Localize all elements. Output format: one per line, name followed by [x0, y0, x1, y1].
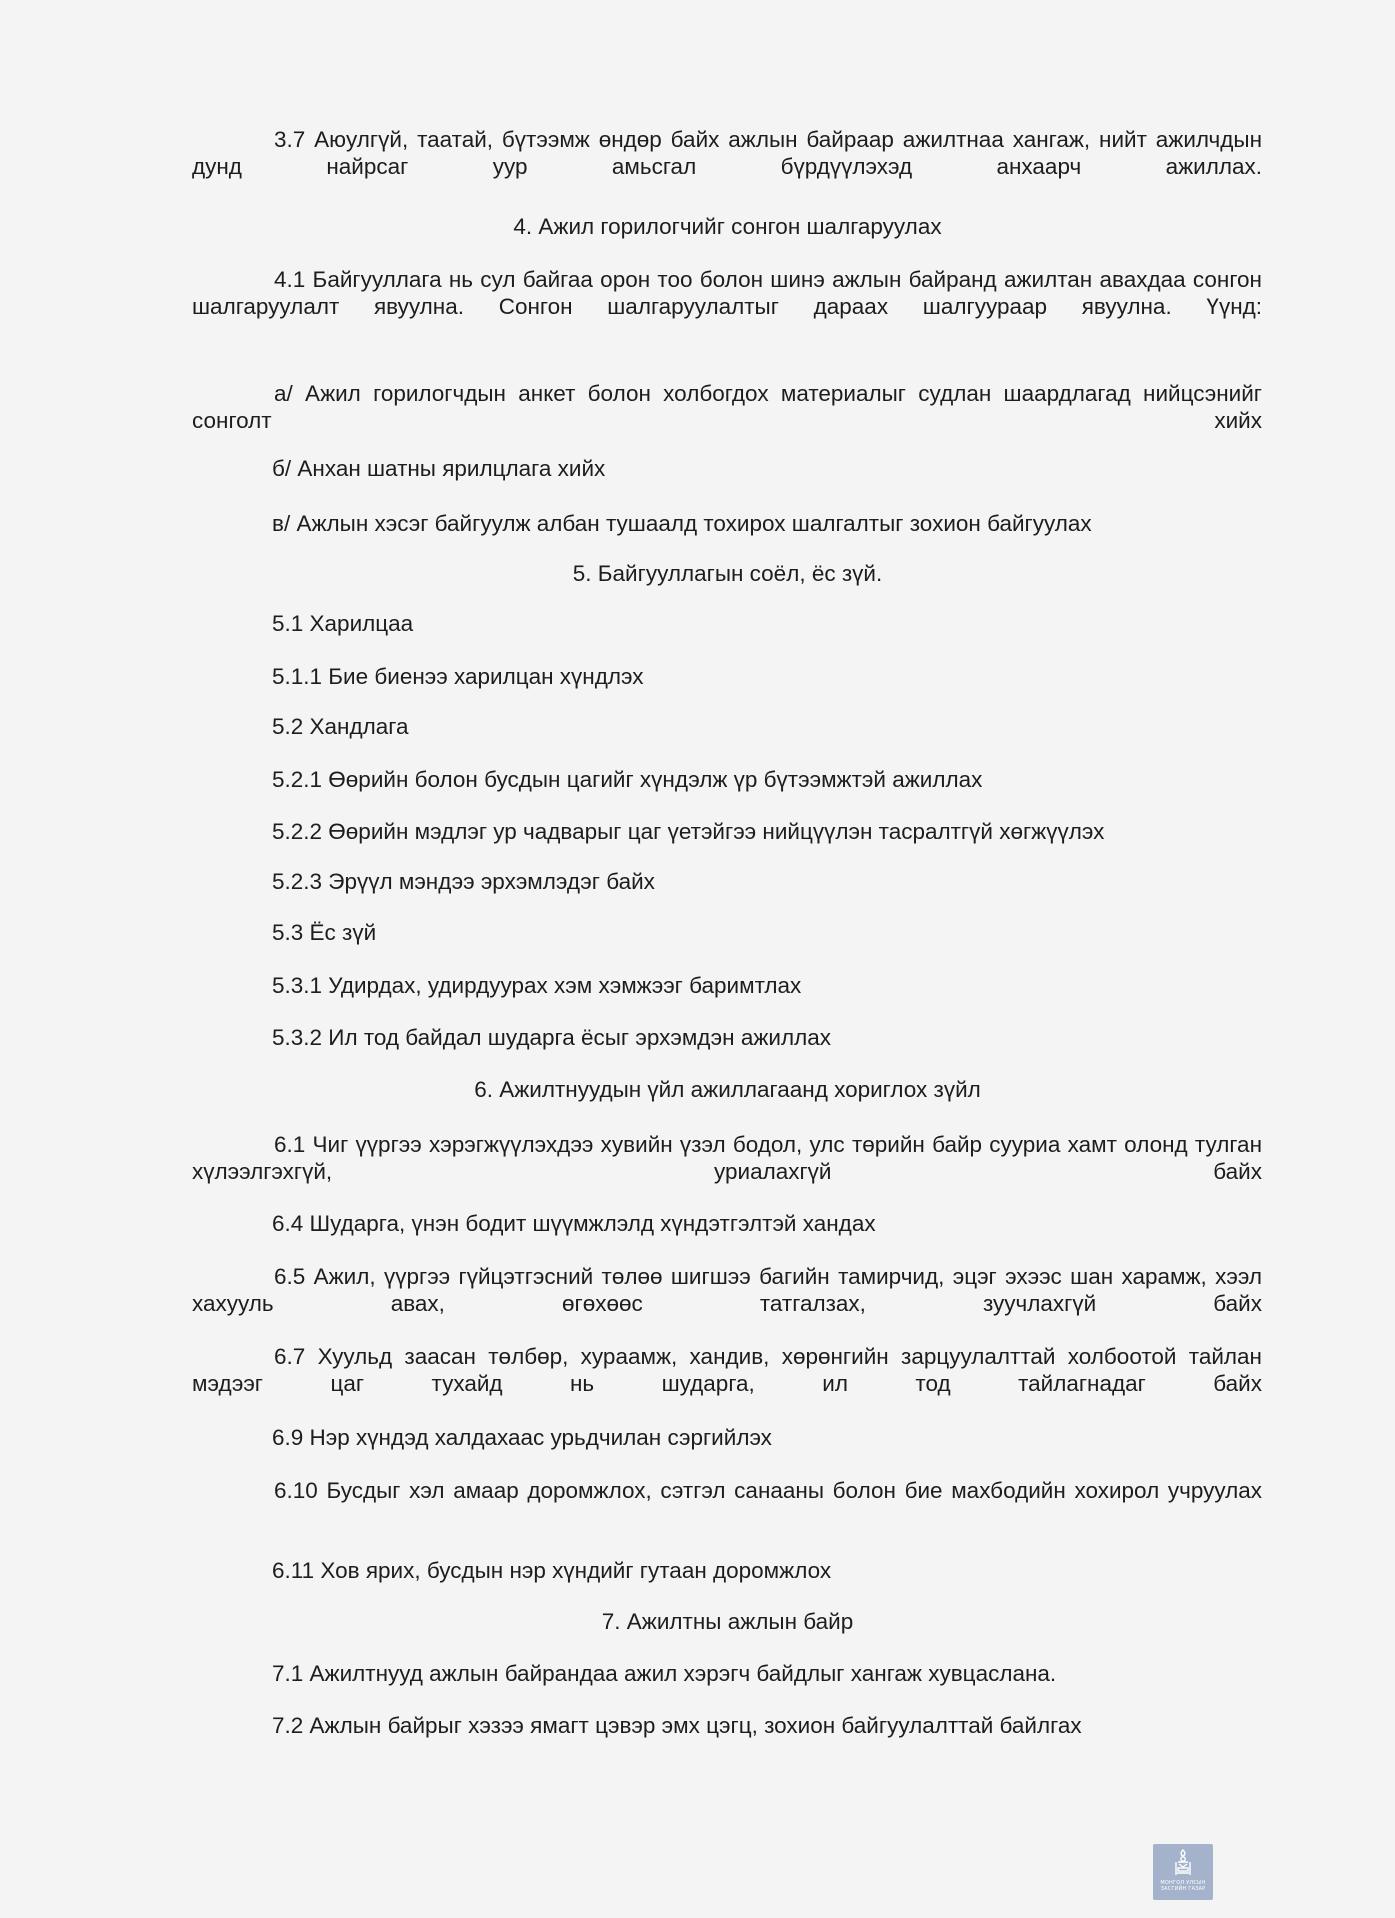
paragraph-6-9: 6.9 Нэр хүндэд халдахаас урьдчилан сэргийлэх: [272, 1425, 772, 1450]
paragraph-4-1-b: б/ Анхан шатны ярилцлага хийх: [272, 456, 606, 481]
section-heading-6: 6. Ажилтнуудын үйл ажиллагаанд хориглох зүйл: [474, 1077, 981, 1102]
paragraph-5-2-2: 5.2.2 Өөрийн мэдлэг ур чадварыг цаг үетэйгээ нийцүүлэн тасралтгүй хөгжүүлэх: [272, 819, 1105, 844]
paragraph-4-1-a: а/ Ажил горилогчдын анкет болон холбогдох материалыг судлан шаардлагад нийцсэнийг сонголт хийх: [192, 381, 1262, 433]
section-heading-7: 7. Ажилтны ажлын байр: [601, 1609, 854, 1634]
paragraph-6-5: 6.5 Ажил, үүргээ гүйцэтгэсний төлөө шигшээ багийн тамирчид, эцэг эхээс шан харамж, хээл хахууль авах, өгөхөөс татгалзах, зуучлахгүй байх: [192, 1264, 1262, 1316]
paragraph-5-2: 5.2 Хандлага: [272, 714, 409, 739]
paragraph-4-1: 4.1 Байгууллага нь сул байгаа орон тоо болон шинэ ажлын байранд ажилтан авахдаа сонгон шалгаруулалт явуулна. Сонгон шалгаруулалтыг дараах шалгуураар явуулна. Үүнд:: [192, 267, 1262, 319]
paragraph-6-7: 6.7 Хуульд заасан төлбөр, хураамж, хандив, хөрөнгийн зарцуулалттай холбоотой тайлан мэдээг цаг тухайд нь шударга, ил тод тайлагнадаг байх: [192, 1344, 1262, 1396]
section-heading-4: 4. Ажил горилогчийг сонгон шалгаруулах: [513, 214, 942, 239]
paragraph-5-3: 5.3 Ёс зүй: [272, 920, 377, 945]
paragraph-5-1-1: 5.1.1 Бие биенээ харилцан хүндлэх: [272, 664, 644, 689]
soyombo-emblem-icon: [1170, 1848, 1196, 1878]
paragraph-6-1: 6.1 Чиг үүргээ хэрэгжүүлэхдээ хувийн үзэл бодол, улс төрийн байр сууриа хамт олонд тулган хүлээлгэхгүй, уриалахгүй байх: [192, 1132, 1262, 1184]
section-heading-5: 5. Байгууллагын соёл, ёс зүй.: [572, 561, 883, 586]
paragraph-6-11: 6.11 Хов ярих, бусдын нэр хүндийг гутаан доромжлох: [272, 1558, 832, 1583]
paragraph-6-10: 6.10 Бусдыг хэл амаар доромжлох, сэтгэл санааны болон бие махбодийн хохирол учруулах: [274, 1478, 1262, 1503]
government-seal: [1153, 1844, 1213, 1900]
paragraph-6-4: 6.4 Шударга, үнэн бодит шүүмжлэлд хүндэтгэлтэй хандах: [272, 1211, 876, 1236]
paragraph-5-2-1: 5.2.1 Өөрийн болон бусдын цагийг хүндэлж үр бүтээмжтэй ажиллах: [272, 767, 983, 792]
paragraph-5-1: 5.1 Харилцаа: [272, 611, 414, 636]
paragraph-7-1: 7.1 Ажилтнууд ажлын байрандаа ажил хэрэгч байдлыг хангаж хувцаслана.: [272, 1661, 1057, 1686]
paragraph-5-3-2: 5.3.2 Ил тод байдал шударга ёсыг эрхэмдэн ажиллах: [272, 1025, 831, 1050]
paragraph-5-2-3: 5.2.3 Эрүүл мэндээ эрхэмлэдэг байх: [272, 869, 655, 894]
paragraph-3-7: 3.7 Аюулгүй, таатай, бүтээмж өндөр байх ажлын байраар ажилтнаа хангаж, нийт ажилчдын дунд найрсаг уур амьсгал бүрдүүлэхэд анхаарч ажиллах.: [192, 127, 1262, 179]
paragraph-5-3-1: 5.3.1 Удирдах, удирдуурах хэм хэмжээг баримтлах: [272, 973, 802, 998]
paragraph-7-2: 7.2 Ажлын байрыг хэзээ ямагт цэвэр эмх цэгц, зохион байгуулалттай байлгах: [272, 1713, 1082, 1738]
seal-caption: МОНГОЛ УЛСЫН ЗАСГИЙН ГАЗАР: [1160, 1880, 1206, 1892]
paragraph-4-1-v: в/ Ажлын хэсэг байгуулж албан тушаалд тохирох шалгалтыг зохион байгуулах: [272, 511, 1092, 536]
